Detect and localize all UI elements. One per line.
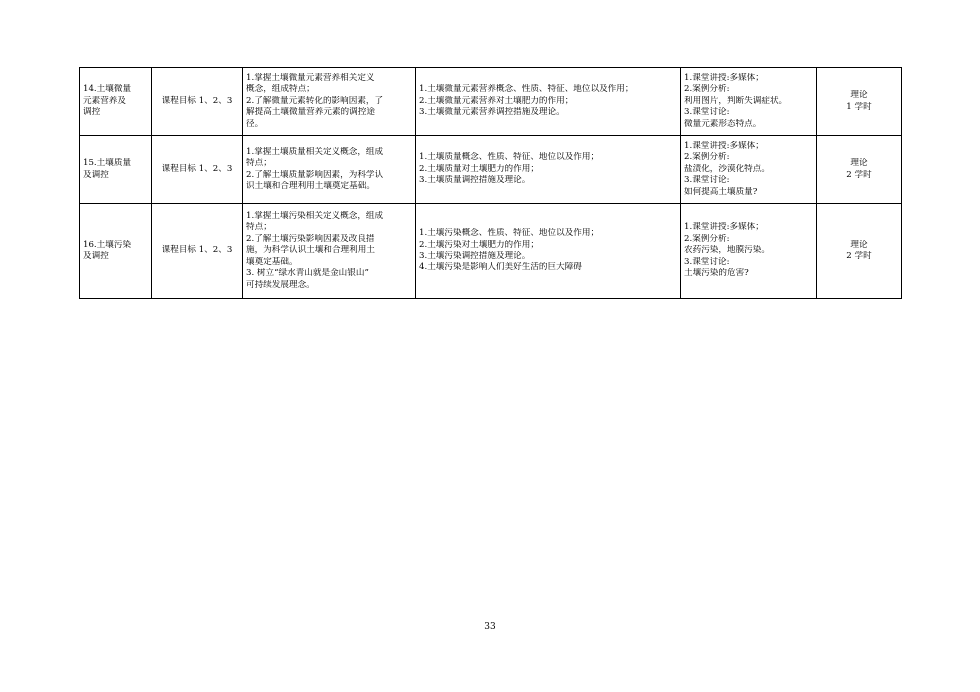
method-line: 如何提高土壤质量? xyxy=(684,186,758,197)
hours-type: 理论 xyxy=(850,90,868,101)
requirements-cell xyxy=(243,204,416,299)
methods-cell xyxy=(681,68,817,136)
objectives-cell: 课程目标 1、2、3 xyxy=(152,68,243,136)
requirement-line: 1.掌握土壤污染相关定义概念，组成 xyxy=(246,211,384,222)
content-line: 3.土壤质量调控措施及理论。 xyxy=(419,175,531,186)
method-line: 2.案例分析: xyxy=(684,84,730,95)
objectives-cell: 课程目标 1、2、3 xyxy=(152,136,243,204)
method-line: 利用图片，判断失调症状。 xyxy=(684,95,788,106)
method-line: 农药污染，地膜污染。 xyxy=(684,245,770,256)
hours-cell xyxy=(817,136,902,204)
topic-cell xyxy=(80,68,152,136)
method-line: 3.课堂讨论: xyxy=(684,256,730,267)
topic-line: 调控 xyxy=(83,107,101,118)
table-row xyxy=(80,204,902,299)
content-line: 4.土壤污染是影响人们美好生活的巨大障碍 xyxy=(419,262,582,273)
hours-count: 2 学时 xyxy=(846,169,872,180)
requirements-cell xyxy=(243,136,416,204)
requirement-line: 特点； xyxy=(246,222,272,233)
requirement-line: 3. 树立“绿水青山就是金山银山” xyxy=(246,268,369,279)
requirement-line: 2.了解微量元素转化的影响因素，了 xyxy=(246,95,384,106)
content-line: 2.土壤微量元素营养对土壤肥力的作用； xyxy=(419,95,574,106)
hours-type: 理论 xyxy=(850,158,868,169)
topic-line: 元素营养及 xyxy=(83,95,126,106)
content-line: 1.土壤污染概念、性质、特征、地位以及作用； xyxy=(419,228,600,239)
method-line: 1.课堂讲授:多媒体； xyxy=(684,140,764,151)
method-line: 2.案例分析: xyxy=(684,152,730,163)
method-line: 微量元素形态特点。 xyxy=(684,118,762,129)
methods-cell xyxy=(681,204,817,299)
objectives-cell: 课程目标 1、2、3 xyxy=(152,204,243,299)
requirement-line: 识土壤和合理利用土壤奠定基础。 xyxy=(246,180,375,191)
topic-line: 及调控 xyxy=(83,251,109,261)
topic-line: 及调控 xyxy=(83,169,109,180)
content-line: 1.土壤微量元素营养概念、性质、特征、地位以及作用； xyxy=(419,84,634,95)
content-line: 2.土壤污染对土壤肥力的作用； xyxy=(419,239,539,250)
method-line: 盐渍化，沙漠化特点。 xyxy=(684,163,770,174)
requirement-line: 解提高土壤微量营养元素的调控途 xyxy=(246,107,375,118)
content-line: 2.土壤质量对土壤肥力的作用； xyxy=(419,163,539,174)
topic-cell xyxy=(80,204,152,299)
requirement-line: 可持续发展理念。 xyxy=(246,279,315,290)
page-number: 33 xyxy=(484,622,496,632)
requirement-line: 径。 xyxy=(246,118,264,129)
requirement-line: 概念，组成特点； xyxy=(246,84,315,95)
method-line: 2.案例分析: xyxy=(684,233,730,244)
requirement-line: 1.掌握土壤质量相关定义概念，组成 xyxy=(246,146,384,157)
requirement-line: 1.掌握土壤微量元素营养相关定义 xyxy=(246,72,375,83)
requirement-line: 特点； xyxy=(246,158,272,169)
hours-count: 2 学时 xyxy=(846,251,872,261)
syllabus-table xyxy=(79,67,902,299)
methods-cell xyxy=(681,136,817,204)
requirement-line: 施，为科学认识土壤和合理利用土 xyxy=(246,245,375,256)
hours-count: 1 学时 xyxy=(846,101,872,112)
topic-line: 14.土壤微量 xyxy=(83,84,132,95)
method-line: 3.课堂讨论: xyxy=(684,107,730,118)
requirements-cell xyxy=(243,68,416,136)
requirement-line: 2.了解土壤污染影响因素及改良措 xyxy=(246,233,375,244)
method-line: 3.课堂讨论: xyxy=(684,175,730,186)
content-cell xyxy=(416,68,681,136)
hours-cell xyxy=(817,204,902,299)
method-line: 土壤污染的危害? xyxy=(684,268,749,279)
content-cell xyxy=(416,204,681,299)
content-line: 3.土壤微量元素营养调控措施及理论。 xyxy=(419,107,565,118)
table-row xyxy=(80,136,902,204)
hours-type: 理论 xyxy=(850,239,868,250)
content-line: 3.土壤污染调控措施及理论。 xyxy=(419,251,531,261)
method-line: 1.课堂讲授:多媒体； xyxy=(684,222,764,233)
content-cell xyxy=(416,136,681,204)
requirement-line: 壤奠定基础。 xyxy=(246,256,298,267)
content-line: 1.土壤质量概念、性质、特征、地位以及作用； xyxy=(419,152,600,163)
topic-line: 16.土壤污染 xyxy=(83,239,132,250)
topic-cell xyxy=(80,136,152,204)
hours-cell xyxy=(817,68,902,136)
method-line: 1.课堂讲授:多媒体； xyxy=(684,72,764,83)
topic-line: 15.土壤质量 xyxy=(83,158,132,169)
table-row xyxy=(80,68,902,136)
requirement-line: 2.了解土壤质量影响因素，为科学认 xyxy=(246,169,384,180)
